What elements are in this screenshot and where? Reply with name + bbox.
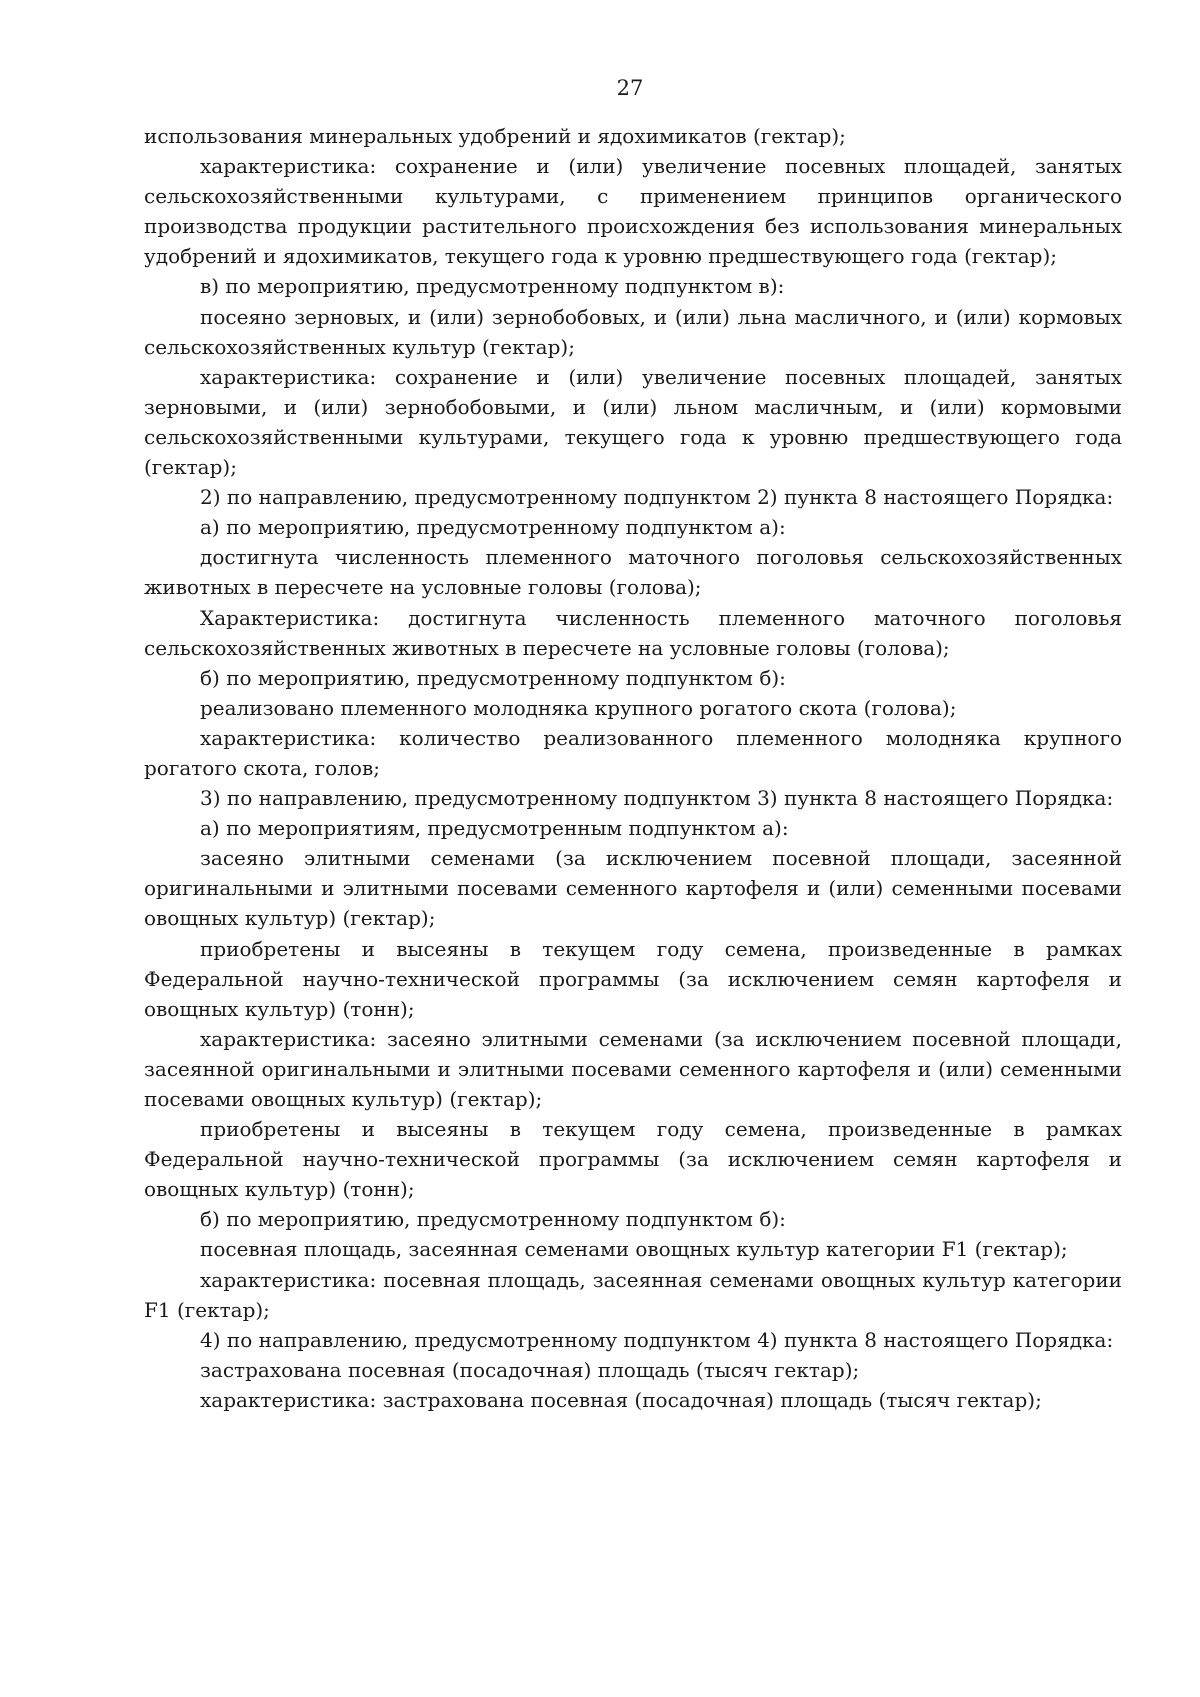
body-paragraph: характеристика: количество реализованного племенного молодняка крупного рогатого скота, голов; <box>144 725 1122 780</box>
body-paragraph: приобретены и высеяны в текущем году семена, произведенные в рамках Федеральной научно-технической программы (за исключением семян картофеля и овощных культур) (тонн); <box>144 1117 1122 1202</box>
body-paragraph: использования минеральных удобрений и ядохимикатов (гектар); <box>144 124 846 148</box>
body-paragraph: характеристика: застрахована посевная (посадочная) площадь (тысяч гектар); <box>200 1387 1042 1412</box>
body-paragraph: посевная площадь, засеянная семенами овощных культур категории F1 (гектар); <box>200 1237 1068 1262</box>
body-paragraph: реализовано племенного молодняка крупного рогатого скота (голова); <box>200 695 957 720</box>
body-paragraph: 3) по направлению, предусмотренному подпунктом 3) пункта 8 настоящего Порядка: <box>200 786 1114 811</box>
body-paragraph: достигнута численность племенного маточного поголовья сельскохозяйственных животных в пересчете на условные головы (голова); <box>144 545 1122 600</box>
body-paragraph: характеристика: посевная площадь, засеянная семенами овощных культур категории F1 (гектар); <box>144 1267 1122 1322</box>
body-paragraph: 2) по направлению, предусмотренному подпунктом 2) пункта 8 настоящего Порядка: <box>200 485 1114 510</box>
document-body <box>144 121 1122 1415</box>
body-paragraph: б) по мероприятию, предусмотренному подпунктом б): <box>200 665 786 690</box>
body-paragraph: приобретены и высеяны в текущем году семена, произведенные в рамках Федеральной научно-технической программы (за исключением семян картофеля и овощных культур) (тонн); <box>144 936 1122 1021</box>
body-paragraph: 4) по направлению, предусмотренному подпунктом 4) пункта 8 настоящего Порядка: <box>200 1327 1114 1352</box>
body-paragraph: засеяно элитными семенами (за исключением посевной площади, засеянной оригинальными и элитными посевами семенного картофеля и (или) семенными посевами овощных культур) (гектар); <box>144 846 1122 931</box>
page-number: 27 <box>616 76 644 100</box>
body-paragraph: а) по мероприятию, предусмотренному подпунктом а): <box>200 515 786 540</box>
body-paragraph: характеристика: сохранение и (или) увеличение посевных площадей, занятых зерновыми, и (или) зернобобовыми, и (или) льном масличным, и (или) кормовыми сельскохозяйственными культурами, текущего года к уровню предшествующего года (гектар); <box>144 364 1122 480</box>
body-paragraph: застрахована посевная (посадочная) площадь (тысяч гектар); <box>200 1357 860 1382</box>
body-paragraph: а) по мероприятиям, предусмотренным подпунктом а): <box>200 816 789 841</box>
body-paragraph: посеяно зерновых, и (или) зернобобовых, и (или) льна масличного, и (или) кормовых сельскохозяйственных культур (гектар); <box>144 304 1122 359</box>
body-paragraph: в) по мероприятию, предусмотренному подпунктом в): <box>200 274 785 299</box>
body-paragraph: Характеристика: достигнута численность племенного маточного поголовья сельскохозяйственных животных в пересчете на условные головы (голова); <box>144 605 1122 660</box>
body-paragraph: характеристика: сохранение и (или) увеличение посевных площадей, занятых сельскохозяйственными культурами, с применением принципов органического производства продукции растительного происхождения без использования минеральных удобрений и ядохимикатов, текущего года к уровню предшествующего года (гектар); <box>144 154 1122 269</box>
body-paragraph: б) по мероприятию, предусмотренному подпунктом б): <box>200 1207 786 1232</box>
body-paragraph: характеристика: засеяно элитными семенами (за исключением посевной площади, засеянной оригинальными и элитными посевами семенного картофеля и (или) семенными посевами овощных культур) (гектар); <box>144 1026 1122 1111</box>
